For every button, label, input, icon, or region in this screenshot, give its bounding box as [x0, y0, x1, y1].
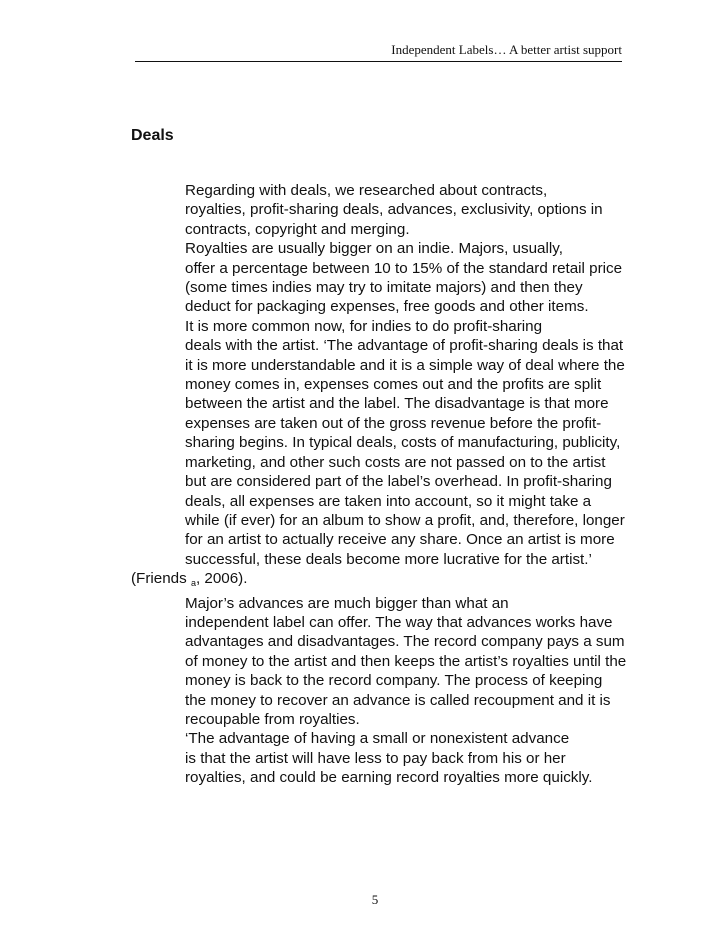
- text-line: Major’s advances are much bigger than what an: [185, 594, 509, 612]
- text-line: contracts, copyright and merging.: [185, 220, 410, 238]
- text-line: deduct for packaging expenses, free goods and other items.: [185, 298, 589, 316]
- text-line: while (if ever) for an album to show a profit, and, therefore, longer: [185, 511, 625, 529]
- paragraph-profit-sharing: [131, 317, 623, 594]
- text-line: sharing begins. In typical deals, costs of manufacturing, publicity,: [185, 434, 621, 452]
- body-text: [131, 181, 627, 788]
- text-line: is that the artist will have less to pay back from his or her: [185, 749, 566, 767]
- paragraph-small-advance: [131, 729, 623, 787]
- text-line: independent label can offer. The way that advances works have: [185, 613, 613, 631]
- text-line: Royalties are usually bigger on an indie. Majors, usually,: [185, 240, 563, 258]
- paragraph-advances: [131, 594, 627, 730]
- text-line: royalties, and could be earning record royalties more quickly.: [185, 769, 593, 787]
- text-line: advantages and disadvantages. The record company pays a sum: [185, 633, 625, 651]
- text-line: but are considered part of the label’s overhead. In profit-sharing: [185, 473, 612, 491]
- text-line: expenses are taken out of the gross revenue before the profit-: [185, 414, 602, 432]
- text-line: between the artist and the label. The disadvantage is that more: [185, 395, 609, 413]
- text-line: deals, all expenses are taken into account, so it might take a: [185, 492, 592, 510]
- text-line: it is more understandable and it is a simple way of deal where the: [185, 356, 625, 374]
- text-line: marketing, and other such costs are not passed on to the artist: [185, 453, 606, 471]
- citation-year: , 2006).: [195, 570, 248, 588]
- citation-author: (Friends: [131, 570, 187, 588]
- section-heading: Deals: [131, 127, 174, 144]
- paragraph-royalties: [131, 239, 623, 317]
- running-header: Independent Labels… A better artist support: [391, 42, 622, 57]
- page-number: 5: [371, 892, 379, 907]
- text-line: ‘The advantage of having a small or nonexistent advance: [185, 730, 570, 748]
- citation: [131, 569, 623, 593]
- text-line: It is more common now, for indies to do profit-sharing: [185, 317, 543, 335]
- text-line: money is back to the record company. The process of keeping: [185, 672, 603, 690]
- paragraph-deals-overview: [131, 181, 623, 239]
- text-line: recoupable from royalties.: [185, 710, 360, 728]
- text-line: the money to recover an advance is called recoupment and it is: [185, 691, 611, 709]
- text-line: of money to the artist and then keeps the artist’s royalties until the: [185, 652, 627, 670]
- text-line: deals with the artist. ‘The advantage of profit-sharing deals is that: [185, 337, 624, 355]
- text-line: offer a percentage between 10 to 15% of the standard retail price: [185, 259, 623, 277]
- text-line: Regarding with deals, we researched about contracts,: [185, 182, 548, 199]
- text-line: royalties, profit-sharing deals, advances, exclusivity, options in: [185, 201, 603, 219]
- text-line: money comes in, expenses comes out and the profits are split: [185, 376, 602, 394]
- citation-subscript: a: [190, 578, 196, 589]
- text-line: successful, these deals become more lucrative for the artist.’: [185, 550, 592, 568]
- text-line: for an artist to actually receive any share. Once an artist is more: [185, 531, 615, 549]
- text-line: (some times indies may try to imitate majors) and then they: [185, 279, 583, 297]
- header-rule: [135, 61, 622, 62]
